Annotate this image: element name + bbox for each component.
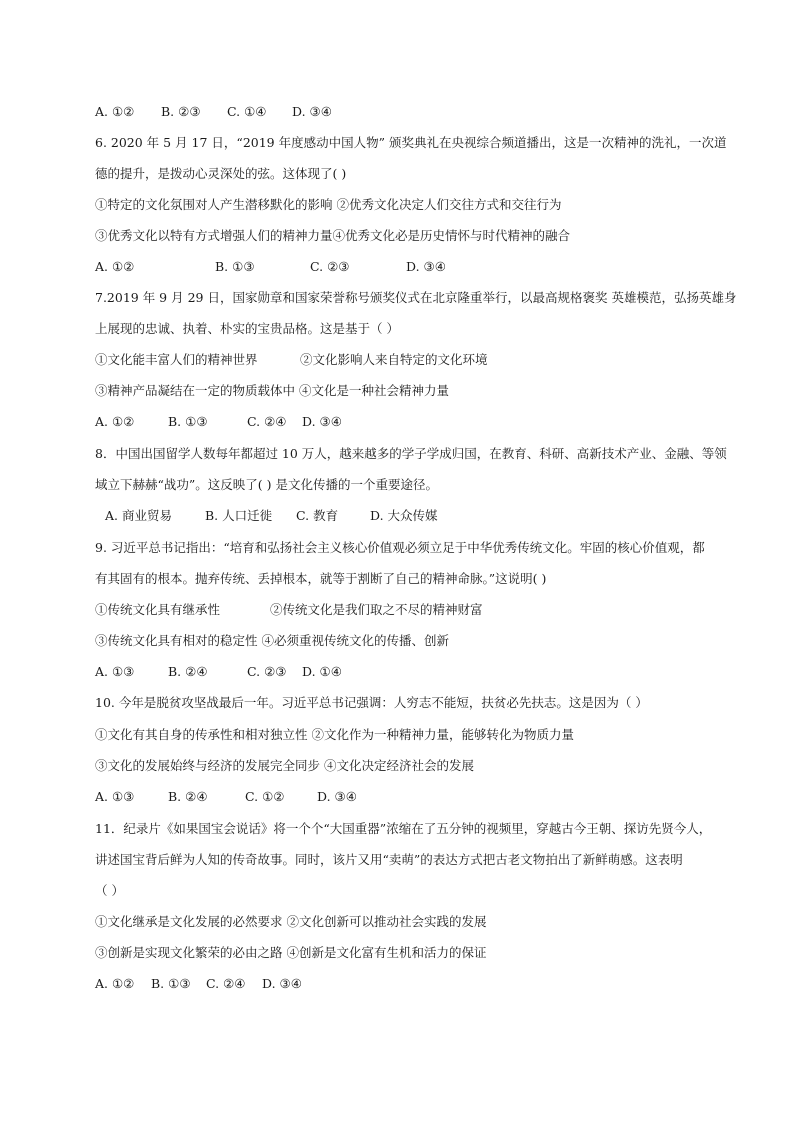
q8-option-c[interactable]: C. 教育 [296, 508, 339, 523]
q10-option-d[interactable]: D. ③④ [317, 789, 357, 804]
q6-statement-line-2: ③优秀文化以特有方式增强人们的精神力量④优秀文化必是历史情怀与时代精神的融合 [95, 228, 571, 243]
q9-stem-line-2: 有其固有的根本。抛弃传统、丢掉根本，就等于割断了自己的精神命脉。”这说明( ) [95, 571, 547, 586]
q8-option-b[interactable]: B. 人口迁徙 [205, 508, 273, 523]
q11-stem-line-2: 讲述国宝背后鲜为人知的传奇故事。同时，该片又用“卖萌”的表达方式把古老文物拍出了新鲜萌感。这表明 [95, 852, 683, 867]
q7-option-d[interactable]: D. ③④ [302, 414, 342, 429]
q7-option-b[interactable]: B. ①③ [168, 414, 208, 429]
q10-statement-line-1: ①文化有其自身的传承性和相对独立性 ②文化作为一种精神力量，能够转化为物质力量 [95, 727, 574, 742]
q11-option-a[interactable]: A. ①② [95, 976, 135, 991]
q10-statement-line-2: ③文化的发展始终与经济的发展完全同步 ④文化决定经济社会的发展 [95, 758, 474, 773]
q7-statement-2: ②文化影响人来自特定的文化环境 [300, 352, 488, 367]
q7-statement-1: ①文化能丰富人们的精神世界 [95, 352, 258, 367]
q11-stem-line-3: （ ） [95, 883, 124, 898]
q10-option-c[interactable]: C. ①② [245, 789, 285, 804]
q5-option-a[interactable]: A. ①② [95, 104, 135, 119]
q11-statement-line-1: ①文化继承是文化发展的必然要求 ②文化创新可以推动社会实践的发展 [95, 914, 487, 929]
q7-option-c[interactable]: C. ②④ [247, 414, 287, 429]
q6-stem-line-2: 德的提升，是拨动心灵深处的弦。这体现了( ) [95, 166, 347, 181]
q8-option-a[interactable]: A. 商业贸易 [105, 508, 172, 523]
q6-statement-line-1: ①特定的文化氛围对人产生潜移默化的影响 ②优秀文化决定人们交往方式和交往行为 [95, 197, 562, 212]
q5-option-c[interactable]: C. ①④ [227, 104, 267, 119]
q6-option-d[interactable]: D. ③④ [406, 259, 446, 274]
q11-statement-line-2: ③创新是实现文化繁荣的必由之路 ④创新是文化富有生机和活力的保证 [95, 945, 487, 960]
q9-statement-1: ①传统文化具有继承性 [95, 602, 221, 617]
q6-stem-line-1: 6. 2020 年 5 月 17 日，“2019 年度感动中国人物” 颁奖典礼在央视综合频道播出，这是一次精神的洗礼，一次道 [95, 135, 727, 150]
q11-option-c[interactable]: C. ②④ [206, 976, 246, 991]
q9-statement-2: ②传统文化是我们取之不尽的精神财富 [270, 602, 483, 617]
q10-stem-line-1: 10. 今年是脱贫攻坚战最后一年。习近平总书记强调：人穷志不能短，扶贫必先扶志。这是因为（ ） [95, 695, 648, 710]
q6-option-c[interactable]: C. ②③ [310, 259, 350, 274]
q7-stem-line-1: 7.2019 年 9 月 29 日，国家勋章和国家荣誉称号颁奖仪式在北京隆重举行，以最高规格褒奖 英雄模范，弘扬英雄身 [95, 290, 737, 305]
q9-stem-line-1: 9. 习近平总书记指出：“培育和弘扬社会主义核心价值观必须立足于中华优秀传统文化。牢固的核心价值观，都 [95, 540, 705, 555]
q9-option-b[interactable]: B. ②④ [168, 664, 208, 679]
q5-option-d[interactable]: D. ③④ [292, 104, 332, 119]
q9-statement-line-2: ③传统文化具有相对的稳定性 ④必须重视传统文化的传播、创新 [95, 633, 449, 648]
q7-stem-line-2: 上展现的忠诚、执着、朴实的宝贵品格。这是基于（ ） [95, 321, 399, 336]
q5-option-b[interactable]: B. ②③ [161, 104, 201, 119]
q11-option-b[interactable]: B. ①③ [151, 976, 191, 991]
q8-option-d[interactable]: D. 大众传媒 [370, 508, 438, 523]
q9-option-a[interactable]: A. ①③ [95, 664, 135, 679]
q7-statement-line-2: ③精神产品凝结在一定的物质载体中 ④文化是一种社会精神力量 [95, 383, 449, 398]
q11-option-d[interactable]: D. ③④ [262, 976, 302, 991]
q10-option-a[interactable]: A. ①③ [95, 789, 135, 804]
q7-option-a[interactable]: A. ①② [95, 414, 135, 429]
q10-option-b[interactable]: B. ②④ [168, 789, 208, 804]
q8-stem-line-1: 8．中国出国留学人数每年都超过 10 万人，越来越多的学子学成归国，在教育、科研、高新技术产业、金融、等领 [95, 446, 727, 461]
q9-option-c[interactable]: C. ②③ [247, 664, 287, 679]
q6-option-b[interactable]: B. ①③ [215, 259, 255, 274]
q11-stem-line-1: 11．纪录片《如果国宝会说话》将一个个“大国重器”浓缩在了五分钟的视频里，穿越古今王朝、探访先贤今人， [95, 821, 712, 836]
q8-stem-line-2: 域立下赫赫“战功”。这反映了( ) 是文化传播的一个重要途径。 [95, 477, 438, 492]
q6-option-a[interactable]: A. ①② [95, 259, 135, 274]
q9-option-d[interactable]: D. ①④ [302, 664, 342, 679]
